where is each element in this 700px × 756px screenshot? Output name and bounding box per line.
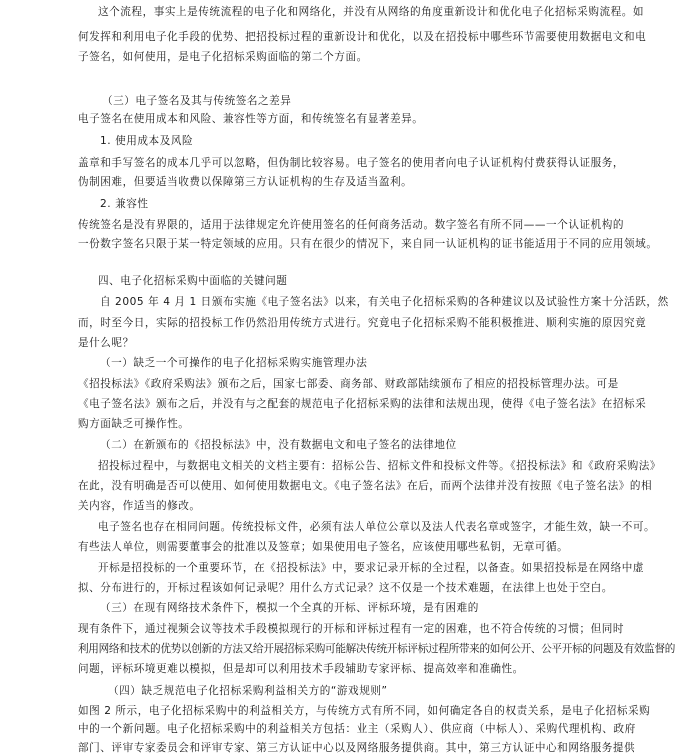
paragraph-line: 拟、分布进行的，开标过程该如何记录呢？用什么方式记录？这不仅是一个技术难题，在法律上也处于空白。 bbox=[78, 582, 613, 594]
chapter-heading: 四、电子化招标采购中面临的关键问题 bbox=[98, 275, 288, 287]
paragraph-line: 何发挥和利用电子化手段的优势、把招投标过程的重新设计和优化，以及在招投标中哪些环节需要使用数据电文和电 bbox=[78, 31, 647, 43]
paragraph-line: 利用网络和技术的优势以创新的方法又给开展招标采购可能解决传统开标评标过程所带来的如何公开、公平开标的问题及有效监督的 bbox=[78, 643, 676, 655]
paragraph-line: 中的一个新问题。电子化招标采购中的利益相关方包括：业主（采购人）、供应商（中标人）、采购代理机构、政府 bbox=[78, 723, 636, 735]
paragraph-line: 开标是招投标的一个重要环节，在《招投标法》中，要求记录开标的全过程，以备查。如果招投标是在网络中虚 bbox=[98, 562, 645, 574]
paragraph-line: 自 2005 年 4 月 1 日颁布实施《电子签名法》以来，有关电子化招标采购的各种建议以及试验性方案十分活跃，然 bbox=[100, 296, 669, 308]
paragraph-line: 盖章和手写签名的成本几乎可以忽略，但伪制比较容易。电子签名的使用者向电子认证机构付费获得认证服务， bbox=[78, 157, 625, 169]
paragraph-line: 传统签名是没有界限的，适用于法律规定允许使用签名的任何商务活动。数字签名有所不同——一个认证机构的 bbox=[78, 219, 625, 231]
paragraph-line: 子签名，如何使用，是电子化招标采购面临的第二个方面。 bbox=[78, 51, 368, 63]
section-heading: （二）在新颁布的《招投标法》中，没有数据电文和电子签名的法律地位 bbox=[100, 439, 457, 451]
section-heading: （一）缺乏一个可操作的电子化招标采购实施管理办法 bbox=[100, 357, 368, 369]
paragraph-line: 《招投标法》《政府采购法》颁布之后，国家七部委、商务部、财政部陆续颁布了相应的招投标管理办法。可是 bbox=[78, 378, 619, 390]
paragraph-line: 现有条件下，通过视频会议等技术手段模拟现行的开标和评标过程有一定的困难，也不符合传统的习惯；但同时 bbox=[78, 623, 625, 635]
paragraph-line: 这个流程，事实上是传统流程的电子化和网络化，并没有从网络的角度重新设计和优化电子化招标采购流程。如 bbox=[98, 6, 645, 18]
paragraph-line: 在此，没有明确是否可以使用、如何使用数据电文。《电子签名法》在后，而两个法律并没有按照《电子签名法》的相 bbox=[78, 480, 653, 492]
paragraph-line: 伪制困难，但要适当收费以保障第三方认证机构的生存及适当盈利。 bbox=[78, 176, 413, 188]
paragraph-line: 电子签名也存在相同问题。传统投标文件，必须有法人单位公章以及法人代表名章或签字，才能生效，缺一不可。 bbox=[98, 521, 656, 533]
paragraph-line: 有些法人单位，则需要董事会的批准以及签章；如果使用电子签名，应该使用哪些私钥，无章可循。 bbox=[78, 541, 569, 553]
paragraph-line: 如图 2 所示，电子化招标采购中的利益相关方，与传统方式有所不同，如何确定各自的权责关系，是电子化招标采购 bbox=[78, 705, 651, 717]
paragraph-line: 招投标过程中，与数据电文相关的文档主要有：招标公告、招标文件和投标文件等。《招投标法》和《政府采购法》 bbox=[98, 460, 662, 472]
subsection-heading: 1. 使用成本及风险 bbox=[100, 135, 194, 147]
paragraph-line: 购方面缺乏可操作性。 bbox=[78, 418, 190, 430]
section-heading: （三）在现有网络技术条件下，模拟一个全真的开标、评标环境，是有困难的 bbox=[100, 602, 479, 614]
paragraph-line: 电子签名在使用成本和风险、兼容性等方面，和传统签名有显著差异。 bbox=[78, 113, 424, 125]
paragraph-line: 关内容，作适当的修改。 bbox=[78, 500, 201, 512]
section-heading: （四）缺乏规范电子化招标采购利益相关方的“游戏规则” bbox=[108, 685, 388, 697]
subsection-heading: 2. 兼容性 bbox=[100, 198, 149, 210]
paragraph-line: 问题，评标环境更难以模拟，但是却可以利用技术手段辅助专家评标、提高效率和准确性。 bbox=[78, 663, 524, 675]
paragraph-line: 《电子签名法》颁布之后，并没有与之配套的规范电子化招标采购的法律和法规出现，使得《电子签名法》在招标采 bbox=[78, 398, 647, 410]
paragraph-line: 部门、评审专家委员会和评审专家、第三方认证中心以及网络服务提供商。其中，第三方认证中心和网络服务提供 bbox=[78, 742, 636, 754]
paragraph-line: 而，时至今日，实际的招投标工作仍然沿用传统方式进行。究竟电子化招标采购不能积极推进、顺利实施的原因究竟 bbox=[78, 317, 647, 329]
section-heading: （三）电子签名及其与传统签名之差异 bbox=[102, 95, 292, 107]
paragraph-line: 是什么呢？ bbox=[78, 337, 134, 349]
paragraph-line: 一份数字签名只限于某一特定领域的应用。只有在很少的情况下，来自同一认证机构的证书能适用于不同的应用领域。 bbox=[78, 238, 658, 250]
